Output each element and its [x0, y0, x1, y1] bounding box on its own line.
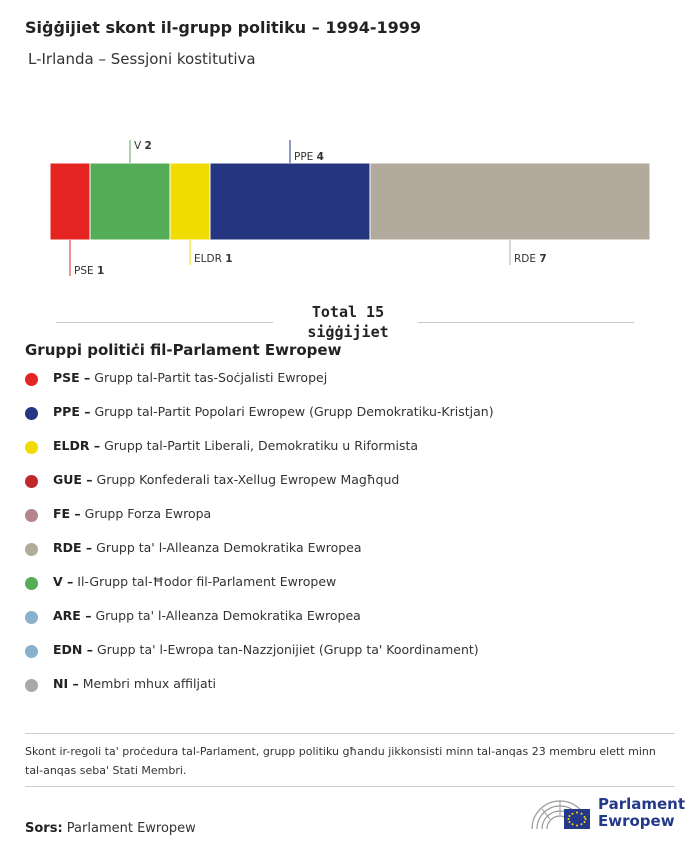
total-line2: siġġijiet	[307, 323, 389, 341]
legend-text	[53, 404, 494, 419]
legend-item	[25, 506, 494, 540]
legend-text	[53, 506, 211, 521]
legend-desc: Membri mhux affiljati	[82, 676, 216, 691]
data-label-v: V 2	[134, 140, 152, 152]
legend-abbr: RDE –	[53, 540, 93, 555]
chart-subtitle: L-Irlanda – Sessjoni kostitutiva	[28, 50, 256, 68]
legend-text	[53, 540, 362, 555]
separator-right	[418, 322, 634, 323]
legend-abbr: EDN –	[53, 642, 93, 657]
bar-segment-v	[90, 163, 170, 240]
legend-abbr: ARE –	[53, 608, 92, 623]
bar-segment-ppe	[210, 163, 370, 240]
parliament-logo	[528, 795, 685, 831]
legend-desc: Grupp ta' l-Alleanza Demokratika Ewropea	[96, 540, 362, 555]
legend-dot	[25, 611, 38, 624]
legend-item	[25, 642, 494, 676]
logo-text	[598, 796, 685, 830]
data-label-eldr: ELDR 1	[194, 253, 233, 265]
bar-segment-pse	[50, 163, 90, 240]
legend-dot	[25, 407, 38, 420]
legend-text	[53, 642, 479, 657]
legend-item	[25, 438, 494, 472]
bar-segment-rde	[370, 163, 650, 240]
legend-item	[25, 676, 494, 710]
note-divider-bottom	[25, 786, 675, 787]
legend-text	[53, 676, 216, 691]
seats-bar-chart	[0, 130, 700, 280]
legend-dot	[25, 441, 38, 454]
legend-dot	[25, 509, 38, 522]
legend-dot	[25, 645, 38, 658]
legend-desc: Grupp Konfederali tax-Xellug Ewropew Magħqud	[96, 472, 400, 487]
legend-text	[53, 370, 327, 385]
legend-dot	[25, 373, 38, 386]
legend-item	[25, 472, 494, 506]
legend	[25, 370, 494, 710]
legend-desc: Grupp tal-Partit tas-Soċjalisti Ewropej	[94, 370, 328, 385]
legend-item	[25, 540, 494, 574]
separator-left	[56, 322, 273, 323]
data-label-ppe: PPE 4	[294, 151, 324, 163]
legend-desc: Grupp tal-Partit Popolari Ewropew (Grupp Demokratiku-Kristjan)	[94, 404, 494, 419]
legend-text	[53, 472, 399, 487]
legend-text	[53, 438, 418, 453]
legend-abbr: PSE –	[53, 370, 91, 385]
source-value: Parlament Ewropew	[66, 821, 196, 836]
legend-abbr: PPE –	[53, 404, 91, 419]
logo-line1: Parlament	[598, 795, 686, 813]
legend-desc: Grupp Forza Ewropa	[84, 506, 212, 521]
footnote: Skont ir-regoli ta' proċedura tal-Parlament, grupp politiku għandu jikkonsisti minn tal-anqas 23 membru elett minn tal-anqas seba' Stati Membri.	[25, 745, 656, 777]
data-label-rde: RDE 7	[514, 253, 547, 265]
legend-item	[25, 608, 494, 642]
bar-segment-eldr	[170, 163, 210, 240]
data-label-pse: PSE 1	[74, 265, 105, 277]
legend-dot	[25, 577, 38, 590]
legend-dot	[25, 679, 38, 692]
legend-abbr: FE –	[53, 506, 81, 521]
source	[25, 821, 196, 836]
legend-item	[25, 404, 494, 438]
legend-text	[53, 608, 361, 623]
logo-line2: Ewropew	[598, 812, 675, 830]
legend-abbr: NI –	[53, 676, 79, 691]
legend-abbr: GUE –	[53, 472, 93, 487]
legend-text	[53, 574, 336, 589]
legend-desc: Il-Grupp tal-Ħodor fil-Parlament Ewropew	[77, 574, 337, 589]
legend-item	[25, 574, 494, 608]
legend-desc: Grupp ta' l-Ewropa tan-Nazzjonijiet (Grupp ta' Koordinament)	[96, 642, 479, 657]
chart-title: Siġġijiet skont il-grupp politiku – 1994-1999	[25, 18, 422, 37]
legend-item	[25, 370, 494, 404]
total-seats	[278, 302, 418, 342]
legend-abbr: V –	[53, 574, 74, 589]
note-divider-top	[25, 733, 675, 734]
legend-desc: Grupp ta' l-Alleanza Demokratika Ewropea	[95, 608, 361, 623]
legend-abbr: ELDR –	[53, 438, 101, 453]
legend-dot	[25, 475, 38, 488]
source-label: Sors:	[25, 821, 63, 836]
total-line1: Total 15	[311, 303, 385, 321]
legend-desc: Grupp tal-Partit Liberali, Demokratiku u Riformista	[104, 438, 419, 453]
legend-dot	[25, 543, 38, 556]
legend-title: Gruppi politiċi fil-Parlament Ewropew	[25, 341, 342, 359]
hemicycle-icon	[528, 795, 592, 831]
